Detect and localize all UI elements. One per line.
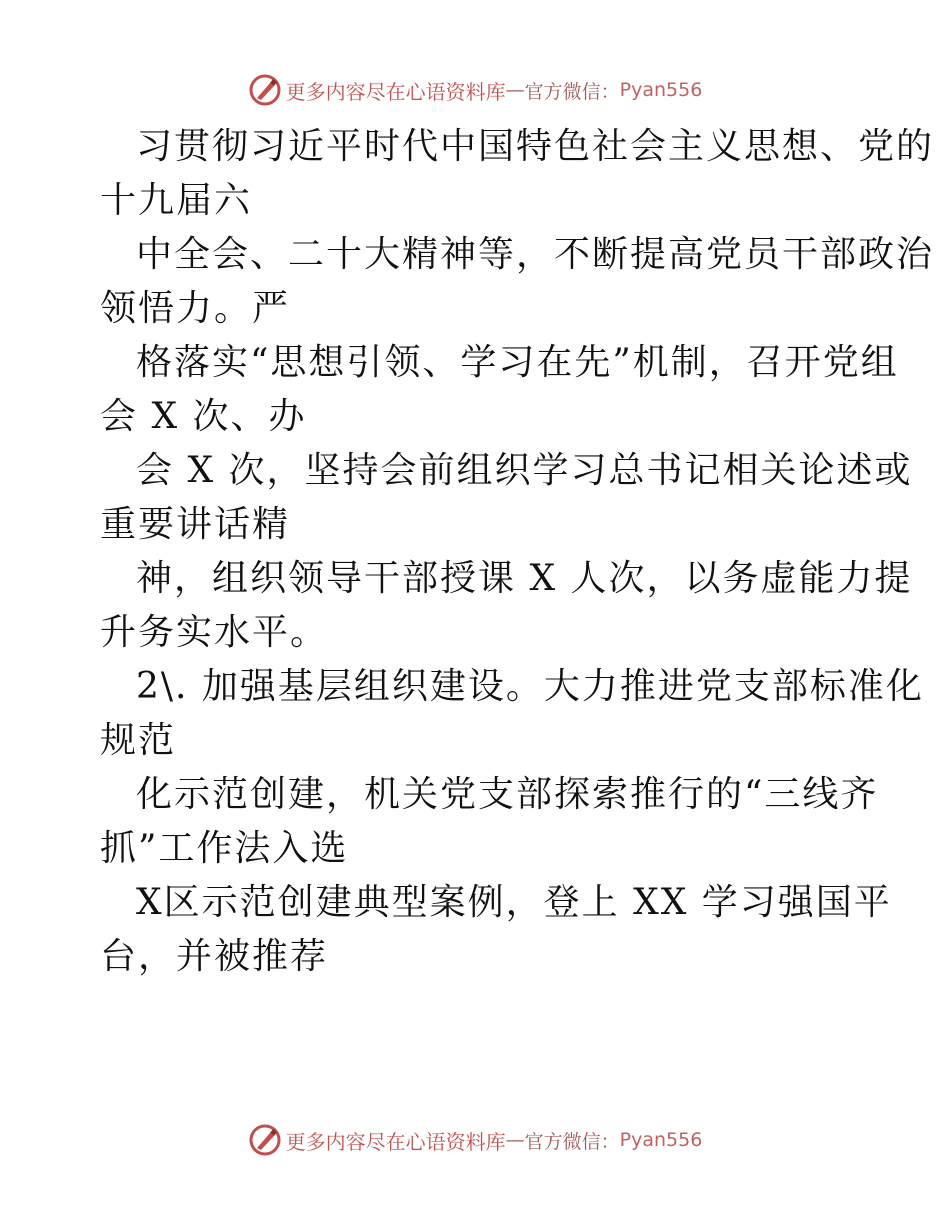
footer-watermark [0, 1120, 950, 1160]
body-line: 重要讲话精 [100, 504, 291, 545]
header-watermark [0, 70, 950, 110]
body-line: 抓”工作法入选 [100, 828, 349, 869]
body-line: 会 X 次、办 [100, 396, 307, 437]
watermark-wechat-label: 官方微信： [524, 80, 620, 103]
watermark-title: 更多内容尽在心语资料库 [285, 1129, 506, 1154]
body-line: 会 X 次，坚持会前组织学习总书记相关论述或 [136, 450, 913, 491]
body-line: X区示范创建典型案例，登上 XX 学习强国平 [136, 882, 892, 923]
document-body [100, 120, 935, 984]
body-line: 中全会、二十大精神等，不断提高党员干部政治 [136, 234, 935, 275]
body-line: 规范 [100, 720, 177, 761]
pen-logo-icon [248, 73, 282, 107]
body-line: 神，组织领导干部授课 X 人次，以务虚能力提 [136, 558, 913, 599]
watermark-dash: — [505, 79, 525, 101]
watermark-wechat-id: Pyan556 [619, 1129, 703, 1151]
body-line: 格落实“思想引领、学习在先”机制，召开党组 [136, 342, 899, 383]
watermark-dash: — [505, 1129, 525, 1151]
body-line: 2\. 加强基层组织建设。大力推进党支部标准化 [136, 666, 924, 707]
watermark-title: 更多内容尽在心语资料库 [285, 79, 506, 104]
body-line: 化示范创建，机关党支部探索推行的“三线齐 [136, 774, 879, 815]
body-line: 升务实水平。 [100, 612, 329, 653]
body-line: 领悟力。严 [100, 288, 291, 329]
body-line: 台，并被推荐 [100, 936, 329, 977]
watermark-wechat-id: Pyan556 [619, 79, 703, 101]
body-line: 十九届六 [100, 180, 253, 221]
watermark-wechat-label: 官方微信： [524, 1130, 620, 1153]
body-line: 习贯彻习近平时代中国特色社会主义思想、党的 [136, 126, 935, 167]
pen-logo-icon [248, 1123, 282, 1157]
